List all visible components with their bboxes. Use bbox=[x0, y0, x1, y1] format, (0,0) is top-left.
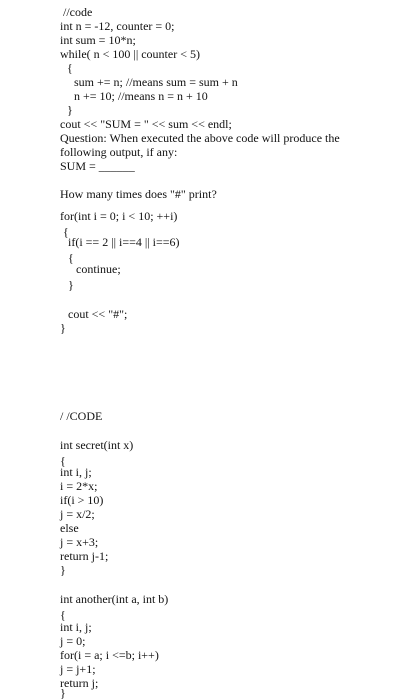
code-line: } bbox=[68, 278, 74, 292]
code-line: sum += n; //means sum = sum + n bbox=[74, 75, 238, 89]
code-line: int i, j; bbox=[60, 465, 92, 479]
code-line: j = x+3; bbox=[60, 535, 99, 549]
code-line: cout << "#"; bbox=[68, 307, 128, 321]
code-line: { bbox=[68, 251, 74, 265]
code-line: int n = -12, counter = 0; bbox=[60, 19, 175, 33]
code-line: { bbox=[60, 454, 66, 468]
code-line: j = x/2; bbox=[60, 507, 95, 521]
answer-blank: SUM = ______ bbox=[60, 159, 135, 173]
code-line: int secret(int x) bbox=[60, 438, 134, 452]
code-line: int i, j; bbox=[60, 620, 92, 634]
code-line: for(int i = 0; i < 10; ++i) bbox=[60, 209, 178, 223]
code-line: else bbox=[60, 521, 79, 535]
code-line: return j-1; bbox=[60, 549, 109, 563]
code-line: if(i == 2 || i==4 || i==6) bbox=[68, 235, 180, 249]
code-line: return j; bbox=[60, 676, 99, 690]
code-line: int sum = 10*n; bbox=[60, 33, 136, 47]
code-line: / /CODE bbox=[60, 409, 103, 423]
code-line: if(i > 10) bbox=[60, 493, 104, 507]
code-line: { bbox=[63, 225, 69, 239]
code-line: //code bbox=[63, 5, 93, 19]
code-line: continue; bbox=[76, 262, 121, 276]
code-line: } bbox=[60, 686, 66, 700]
code-line: cout << "SUM = " << sum << endl; bbox=[60, 117, 232, 131]
question-text: How many times does "#" print? bbox=[60, 187, 217, 201]
question-text: following output, if any: bbox=[60, 145, 178, 159]
code-line: int another(int a, int b) bbox=[60, 592, 169, 606]
code-line: i = 2*x; bbox=[60, 479, 98, 493]
code-line: for(i = a; i <=b; i++) bbox=[60, 648, 159, 662]
code-line: } bbox=[60, 563, 66, 577]
code-line: j = j+1; bbox=[60, 662, 96, 676]
code-line: } bbox=[67, 103, 73, 117]
code-line: { bbox=[67, 61, 73, 75]
code-line: { bbox=[60, 608, 66, 622]
code-line: j = 0; bbox=[60, 634, 86, 648]
question-text: Question: When executed the above code will produce the bbox=[60, 131, 340, 145]
code-line: } bbox=[60, 321, 66, 335]
code-line: n += 10; //means n = n + 10 bbox=[74, 89, 208, 103]
code-line: while( n < 100 || counter < 5) bbox=[60, 47, 200, 61]
